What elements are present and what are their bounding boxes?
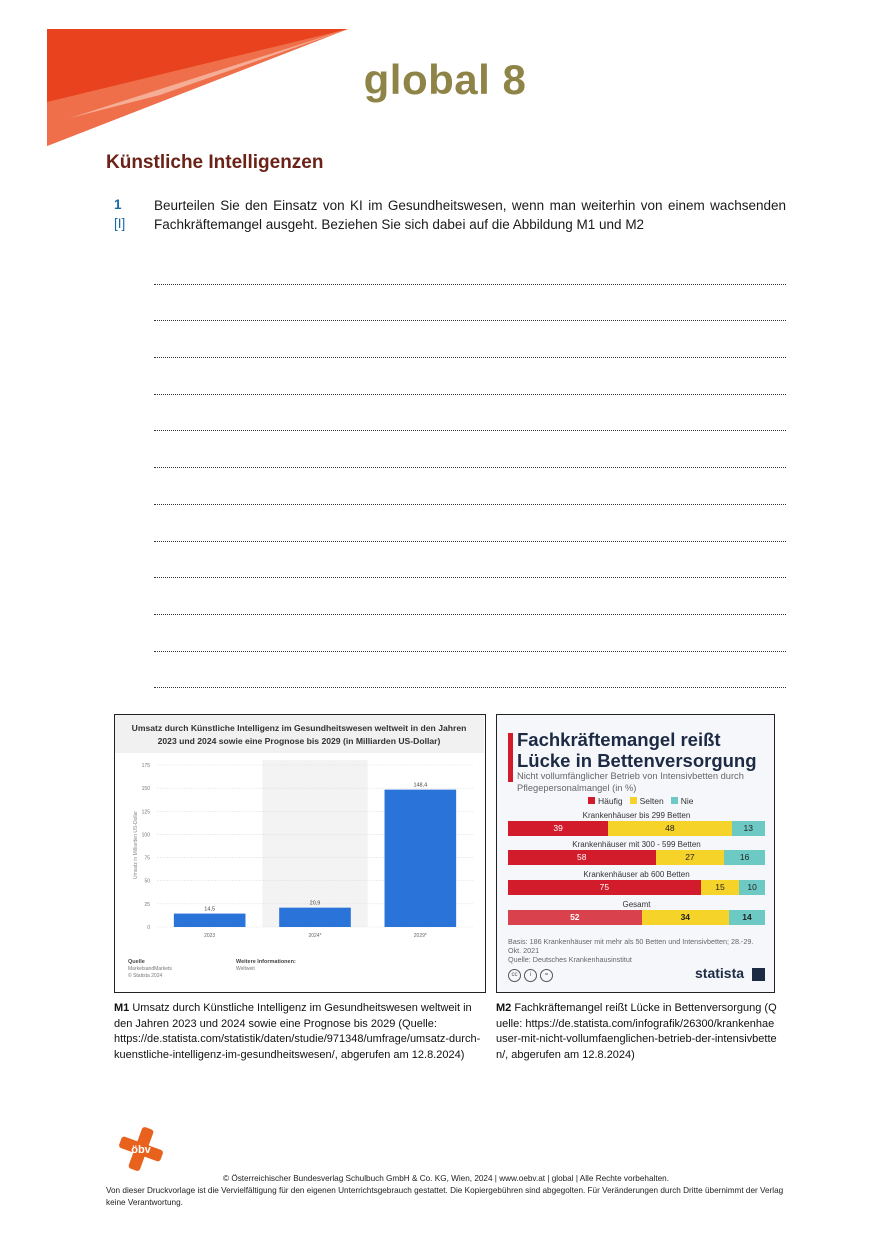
m1-y-tick: 125 [141,809,150,816]
m1-y-tick: 75 [144,855,150,862]
m2-segment: 52 [508,910,642,925]
m2-license-icons [508,969,553,982]
m1-title-line2: 2023 und 2024 sowie eine Prognose bis 2029 (in Milliarden US-Dollar) [157,736,441,746]
m2-basis-text: Basis: 186 Krankenhäuser mit mehr als 50 Betten und Intensivbetten; 28.-29. Okt. 2021 [508,937,754,955]
m1-data-label: 20,9 [309,900,321,907]
m2-segment: 13 [732,821,765,836]
answer-line[interactable] [154,542,786,579]
m2-group-label: Gesamt [622,900,651,909]
m2-segment: 15 [701,880,740,895]
m2-segment: 48 [608,821,731,836]
caption-m1-label: M1 [114,1002,130,1014]
footer-notice: Von dieser Druckvorlage ist die Vervielfältigung für den eigenen Unterrichtsgebrauch gestattet. Die Kopiergebühren sind abgegolten. Für Veränderungen durch Dritte übernimmt der Verlag keine Verantwortung. [106,1186,784,1207]
m2-segment: 16 [724,850,765,865]
m2-subtitle: Nicht vollumfänglicher Betrieb von Intensivbetten durch Pflegepersonalmangel (in %) [517,771,744,793]
m1-y-axis-label: Umsatz in Milliarden US-Dollar [133,810,139,880]
answer-line[interactable] [154,615,786,652]
m2-legend-label: Nie [680,796,694,806]
caption-m1 [114,1001,484,1063]
answer-line[interactable] [154,468,786,505]
m2-legend-swatch [588,797,595,804]
m1-title-line1: Umsatz durch Künstliche Intelligenz im Gesundheitswesen weltweit in den Jahren [131,723,467,733]
statista-logo-icon [752,968,765,981]
m2-legend-swatch [671,797,678,804]
m1-bar [279,908,351,927]
m1-y-tick: 0 [147,925,150,931]
caption-m2 [496,1001,778,1063]
oebv-logo-text: öbv [131,1144,151,1156]
m2-group-label: Krankenhäuser ab 600 Betten [583,870,690,879]
answer-lines[interactable] [154,248,786,688]
m1-y-tick: 50 [144,878,150,885]
nd-icon: = [540,969,553,982]
m1-y-tick: 150 [141,786,150,793]
m1-more-info-label: Weitere Informationen: [236,959,296,965]
m2-segment: 14 [729,910,765,925]
m2-stacked-row [508,850,765,865]
footer [106,1173,786,1209]
brand-title: global 8 [363,56,527,103]
cc-icon: cc [508,969,521,982]
m2-title: Fachkräftemangel reißt Lücke in Bettenversorgung [517,729,757,771]
m2-source-text: Quelle: Deutsches Krankenhausinstitut [508,955,632,964]
m1-y-tick: 175 [141,763,150,769]
answer-line[interactable] [154,505,786,542]
task-number: 1 [114,197,122,212]
m2-title-accent [508,733,513,782]
m2-segment: 27 [656,850,725,865]
m1-source-label: Quelle [128,959,145,965]
task-level: [I] [114,216,126,231]
m1-x-tick: 2023 [204,933,216,939]
m1-source-line2: © Statista 2024 [128,973,163,979]
m2-segment: 34 [642,910,729,925]
m2-segment: 75 [508,880,701,895]
answer-line[interactable] [154,578,786,615]
m1-data-label: 14,5 [204,906,216,913]
answer-line[interactable] [154,285,786,322]
m1-bar-chart [115,715,484,991]
caption-m2-text: Fachkräftemangel reißt Lücke in Bettenversorgung (Quelle: https://de.statista.com/infografik/26300/krankenhaeuser-mit-nicht-vollumfaenglichen-betrieb-der-intensivbetten/, abgerufen am 12.8.2024) [496,1002,777,1061]
oebv-logo-icon [119,1127,163,1171]
m1-x-tick: 2029* [413,933,427,939]
m2-group-label: Krankenhäuser bis 299 Betten [582,811,691,820]
answer-line[interactable] [154,248,786,285]
m2-segment: 10 [739,880,765,895]
figure-m2 [496,714,775,993]
answer-line[interactable] [154,395,786,432]
m1-x-tick: 2024* [308,933,322,939]
caption-m1-text: Umsatz durch Künstliche Intelligenz im Gesundheitswesen weltweit in den Jahren 2023 und 2024 sowie eine Prognose bis 2029 (Quelle: https://de.statista.com/statistik/daten/studie/971348/umfrage/umsatz-durch-kuenstliche-intelligenz-im-gesundheitswesen/, abgerufen am 12.8.2024) [114,1002,481,1061]
m2-segment: 58 [508,850,656,865]
answer-line[interactable] [154,431,786,468]
m2-segment: 39 [508,821,608,836]
statista-logo: statista [695,965,745,981]
by-icon: i [524,969,537,982]
m2-legend-label: Häufig [598,796,623,806]
answer-line[interactable] [154,321,786,358]
m1-data-label: 148,4 [413,782,428,789]
caption-m2-label: M2 [496,1002,512,1014]
m2-stacked-row [508,910,765,925]
m1-bar [174,914,246,927]
m2-stacked-row [508,821,765,836]
m2-group-label: Krankenhäuser mit 300 - 599 Betten [572,840,701,849]
m1-bar [385,790,457,927]
m2-legend-swatch [630,797,637,804]
figure-m1 [114,714,486,993]
answer-line[interactable] [154,358,786,395]
m1-y-tick: 25 [144,901,150,908]
task-text: Beurteilen Sie den Einsatz von KI im Gesundheitswesen, wenn man weiterhin von einem wachsenden Fachkräftemangel ausgeht. Beziehen Sie sich dabei auf die Abbildung M1 und M2 [154,198,786,232]
footer-copyright: © Österreichischer Bundesverlag Schulbuch GmbH & Co. KG, Wien, 2024 | www.oebv.at | global | Alle Rechte vorbehalten. [223,1174,669,1183]
m2-stacked-row [508,880,765,895]
m1-source-line1: MarketsandMarkets [128,966,172,972]
answer-line[interactable] [154,652,786,689]
section-title: Künstliche Intelligenzen [106,152,324,173]
m2-legend [581,796,693,806]
m2-legend-label: Selten [639,796,664,806]
m1-y-tick: 100 [141,832,150,839]
m2-basis [508,937,768,964]
m1-more-info-value: Weltweit [236,966,255,972]
